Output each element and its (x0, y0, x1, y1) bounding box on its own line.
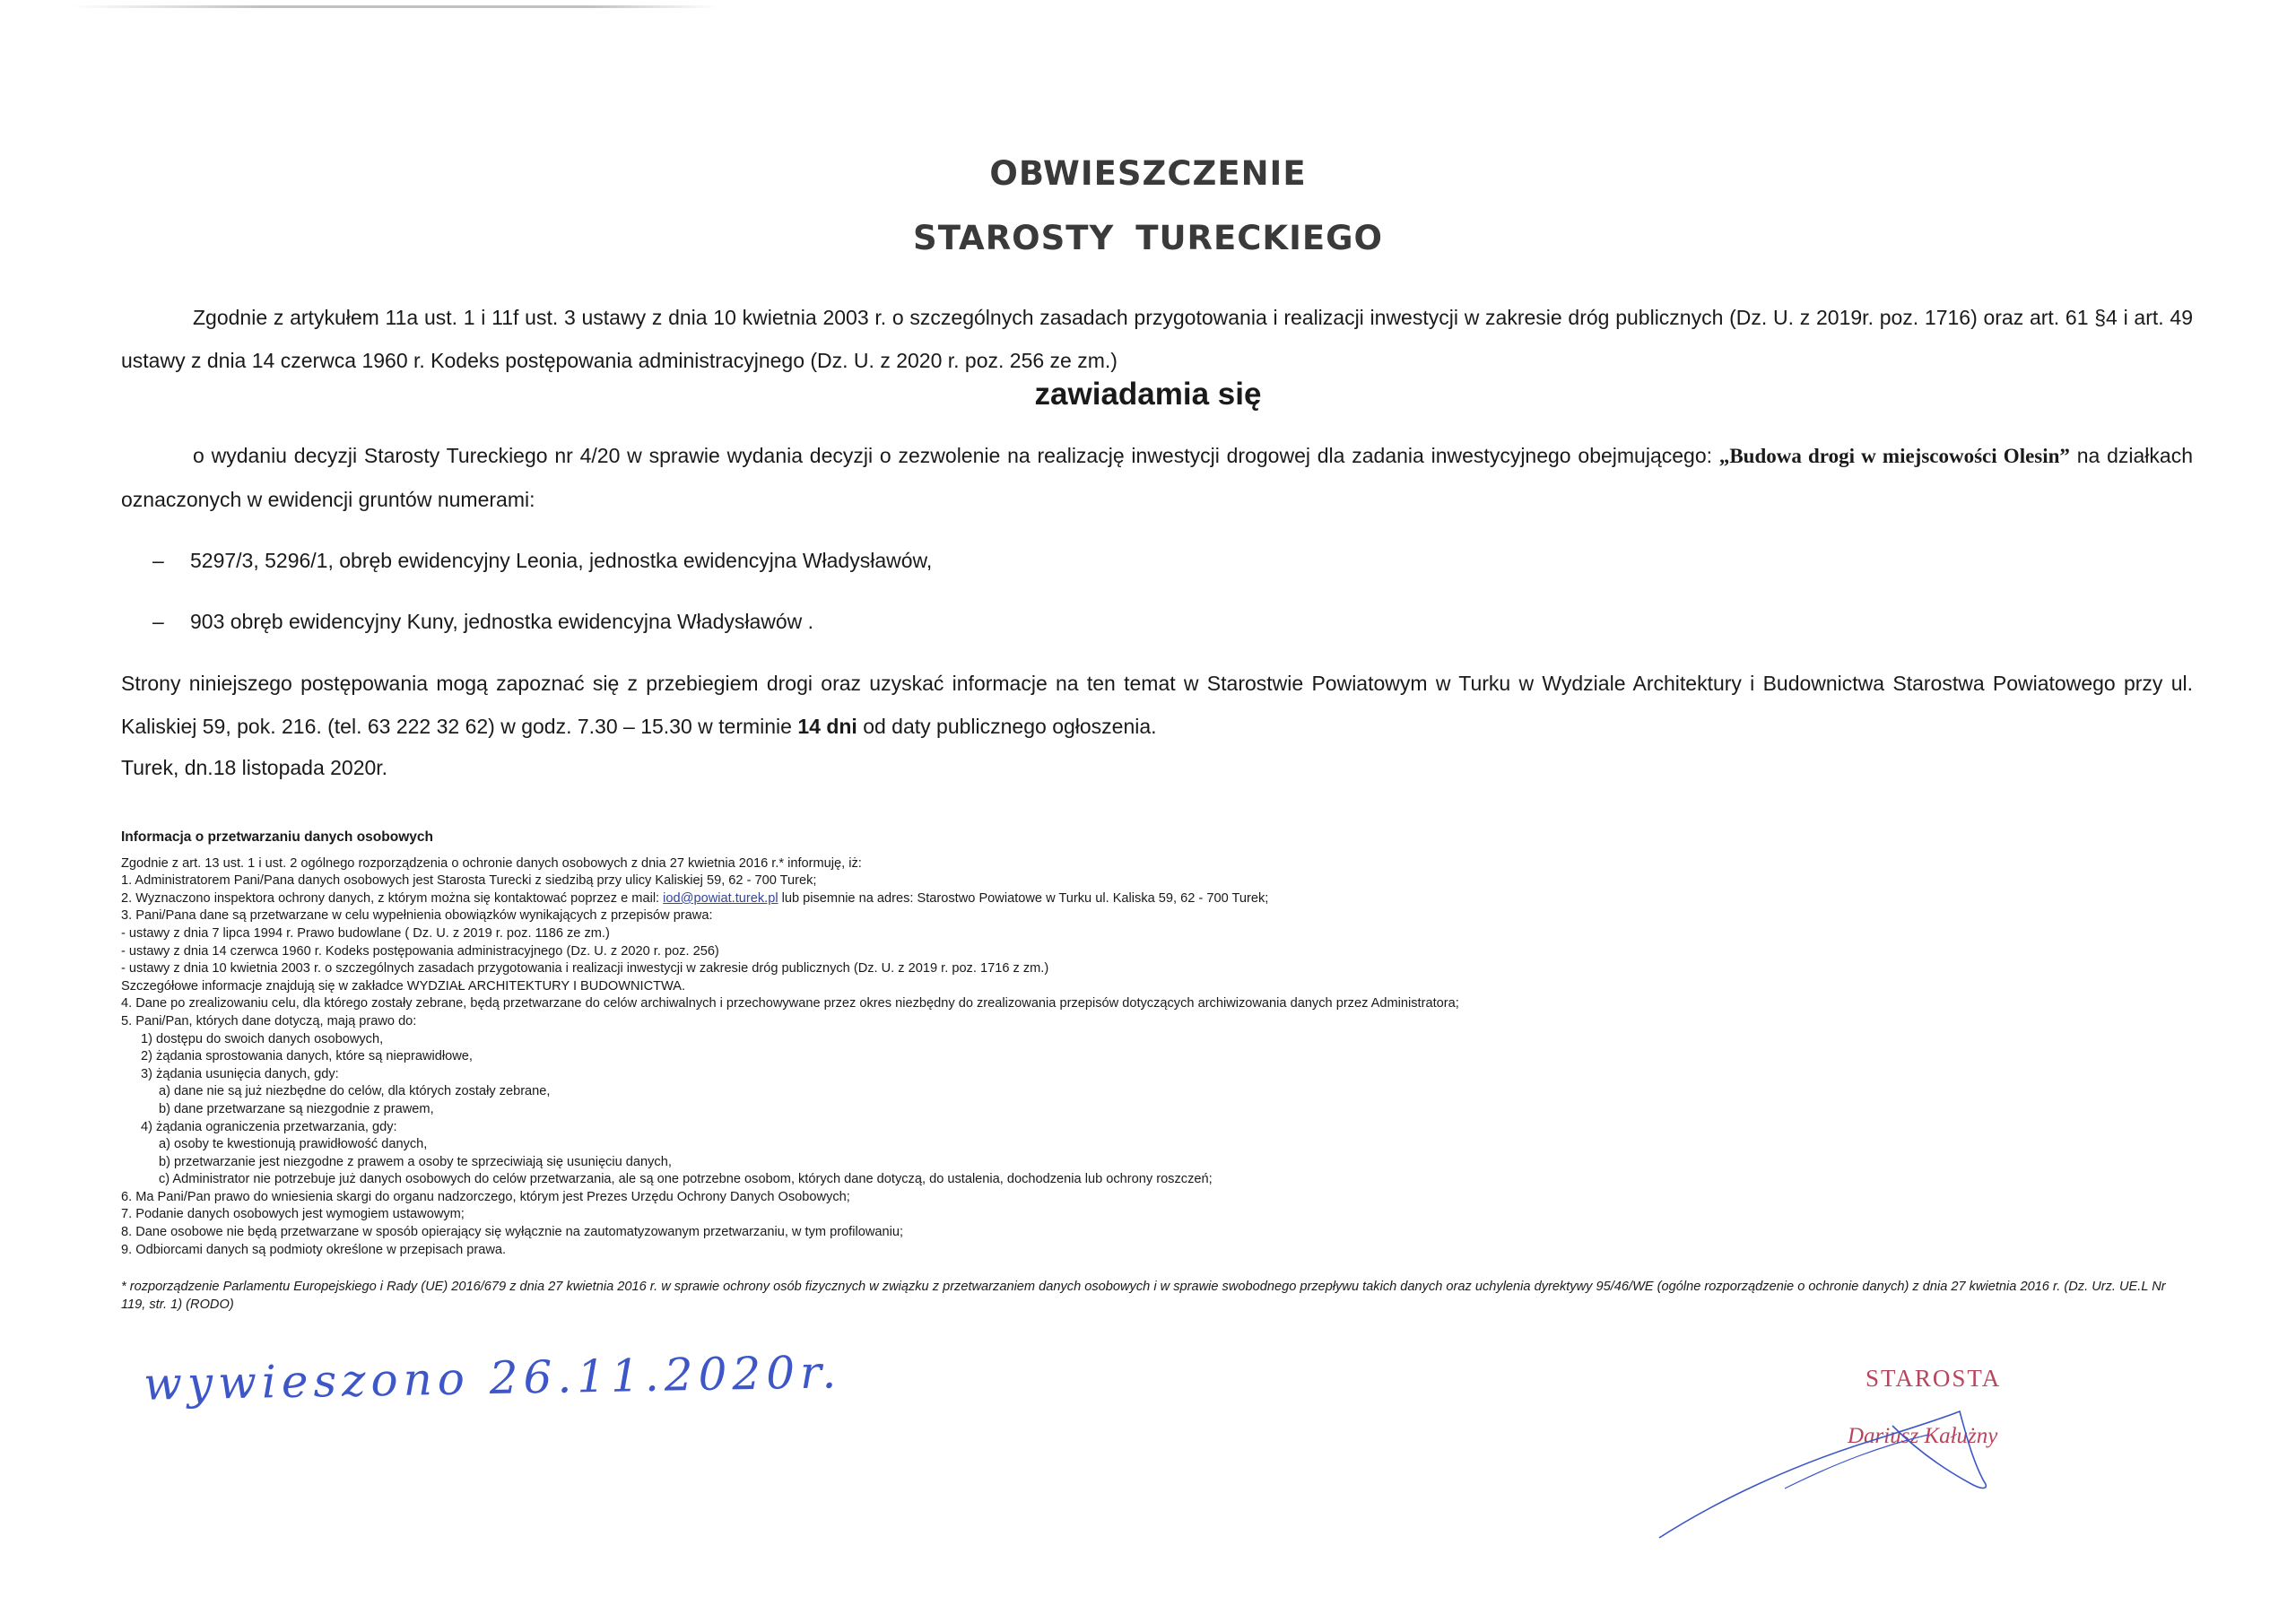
gdpr-line: 8. Dane osobowe nie będą przetwarzane w sposób opierający się wyłącznie na zautomatyzowanym przetwarzaniu, w tym profilowaniu; (121, 1225, 904, 1240)
decision-text: o wydaniu decyzji Starosty Tureckiego nr 4/20 w sprawie wydania decyzji o zezwolenie na realizację inwestycji drogowej dla zadania inwestycyjnego obejmującego: (193, 444, 1719, 467)
stamp-name: Dariusz Kałużny (1848, 1424, 1998, 1448)
list-dash: – (152, 549, 164, 572)
place-date: Turek, dn.18 listopada 2020r. (121, 756, 388, 779)
gdpr-line: 1) dostępu do swoich danych osobowych, (141, 1031, 384, 1046)
gdpr-text: lub pisemnie na adres: Starostwo Powiatowe w Turku ul. Kaliska 59, 62 - 700 Turek; (778, 890, 1269, 906)
signature-icon (1650, 1399, 2027, 1551)
parcel-text: 903 obręb ewidencyjny Kuny, jednostka ewidencyjna Władysławów . (190, 610, 814, 633)
gdpr-line: a) dane nie są już niezbędne do celów, dla których zostały zebrane, (159, 1084, 551, 1099)
gdpr-line (121, 890, 2211, 908)
gdpr-line: - ustawy z dnia 7 lipca 1994 r. Prawo budowlane ( Dz. U. z 2019 r. poz. 1186 ze zm.) (121, 925, 610, 941)
decision-paragraph (121, 434, 2193, 521)
page-subtitle: STAROSTY TURECKIEGO (913, 219, 1383, 257)
parties-text-end: od daty publicznego ogłoszenia. (857, 715, 1157, 738)
email-link[interactable]: iod@powiat.turek.pl (663, 890, 778, 906)
parties-text: Strony niniejszego postępowania mogą zapoznać się z przebiegiem drogi oraz uzyskać informacje na ten temat w Starostwie Powiatowym w Turku w Wydziale Architektury i Budownictwa Starostwa Powiatowego przy ul. Kaliskiej 59, pok. 216. (tel. 63 222 32 62) w godz. 7.30 – 15.30 w terminie (121, 672, 2193, 738)
announcement-heading: zawiadamia się (1034, 377, 1262, 412)
gdpr-line: 5. Pani/Pan, których dane dotyczą, mają prawo do: (121, 1013, 417, 1028)
gdpr-line: a) osoby te kwestionują prawidłowość danych, (159, 1137, 428, 1152)
deadline: 14 dni (797, 715, 857, 738)
gdpr-text: 2. Wyznaczono inspektora ochrony danych, z którym można się kontaktować poprzez e mail: (121, 890, 664, 906)
gdpr-line: 3) żądania usunięcia danych, gdy: (141, 1066, 339, 1081)
gdpr-line: 6. Ma Pani/Pan prawo do wniesienia skargi do organu nadzorczego, którym jest Prezes Urzędu Ochrony Danych Osobowych; (121, 1189, 850, 1204)
gdpr-line: 3. Pani/Pana dane są przetwarzane w celu wypełnienia obowiązków wynikających z przepisów prawa: (121, 908, 713, 924)
gdpr-line: Szczegółowe informacje znajdują się w zakładce WYDZIAŁ ARCHITEKTURY I BUDOWNICTWA. (121, 978, 686, 994)
gdpr-line: - ustawy z dnia 10 kwietnia 2003 r. o szczególnych zasadach przygotowania i realizacji inwestycji w zakresie dróg publicznych (Dz. U. z 2019 r. poz. 1716 z zm.) (121, 961, 1049, 976)
scan-artifact (72, 5, 718, 8)
gdpr-line: - ustawy z dnia 14 czerwca 1960 r. Kodeks postępowania administracyjnego (Dz. U. z 2020 r. poz. 256) (121, 943, 719, 959)
gdpr-footnote: * rozporządzenie Parlamentu Europejskiego i Rady (UE) 2016/679 z dnia 27 kwietnia 2016 r. w sprawie ochrony osób fizycznych w związku z przetwarzaniem danych osobowych i w sprawie swobodnego przepływu takich danych oraz uchylenia dyrektywy 95/46/WE (ogólne rozporządzenie o ochronie danych) z dnia 27 kwietnia 2016 r. (Dz. Urz. UE.L Nr 119, str. 1) (RODO) (121, 1280, 2166, 1312)
list-item (152, 610, 813, 634)
gdpr-line: b) przetwarzanie jest niezgodne z prawem a osoby te sprzeciwiają się usunięciu danych, (159, 1154, 672, 1169)
gdpr-line: b) dane przetwarzane są niezgodnie z prawem, (159, 1101, 434, 1116)
list-item (152, 549, 932, 573)
gdpr-line: 4) żądania ograniczenia przetwarzania, gdy: (141, 1119, 397, 1134)
page-title: OBWIESZCZENIE (989, 154, 1307, 193)
gdpr-line: Zgodnie z art. 13 ust. 1 i ust. 2 ogólnego rozporządzenia o ochronie danych osobowych z dnia 27 kwietnia 2016 r.* informuję, iż: (121, 855, 862, 871)
decision-text-end: na działkach oznaczonych w ewidencji gruntów numerami: (121, 444, 2194, 511)
gdpr-line: 9. Odbiorcami danych są podmioty określone w przepisach prawa. (121, 1242, 507, 1257)
list-dash: – (152, 610, 164, 633)
gdpr-heading: Informacja o przetwarzaniu danych osobowych (121, 829, 433, 845)
gdpr-line: c) Administrator nie potrzebuje już danych osobowych do celów przetwarzania, ale są one potrzebne osobom, których dane dotyczą, do ustalenia, dochodzenia lub ochrony roszczeń; (159, 1172, 1213, 1187)
gdpr-line: 1. Administratorem Pani/Pana danych osobowych jest Starosta Turecki z siedzibą przy ulicy Kaliskiej 59, 62 - 700 Turek; (121, 873, 817, 889)
gdpr-line: 2) żądania sprostowania danych, które są nieprawidłowe, (141, 1049, 473, 1064)
intro-paragraph: Zgodnie z artykułem 11a ust. 1 i 11f ust. 3 ustawy z dnia 10 kwietnia 2003 r. o szczególnych zasadach przygotowania i realizacji inwestycji w zakresie dróg publicznych (Dz. U. z 2019r. poz. 1716) oraz art. 61 §4 i art. 49 ustawy z dnia 14 czerwca 1960 r. Kodeks postępowania administracyjnego (Dz. U. z 2020 r. poz. 256 ze zm.) (121, 306, 2193, 372)
parties-paragraph (121, 662, 2193, 748)
handwritten-posting-note: wywieszono 26.11.2020r. (143, 1346, 842, 1410)
gdpr-line: 7. Podanie danych osobowych jest wymogiem ustawowym; (121, 1207, 465, 1222)
stamp-title: STAROSTA (1866, 1365, 2002, 1392)
project-name: „Budowa drogi w miejscowości Olesin” (1718, 445, 2070, 467)
gdpr-section (121, 829, 2211, 1259)
parcel-text: 5297/3, 5296/1, obręb ewidencyjny Leonia, jednostka ewidencyjna Władysławów, (190, 549, 933, 572)
gdpr-line: 4. Dane po zrealizowaniu celu, dla którego zostały zebrane, będą przetwarzane do celów archiwalnych i przechowywane przez okres niezbędny do zrealizowania przepisów dotyczących archiwizowania danych przez Administratora; (121, 996, 1459, 1011)
